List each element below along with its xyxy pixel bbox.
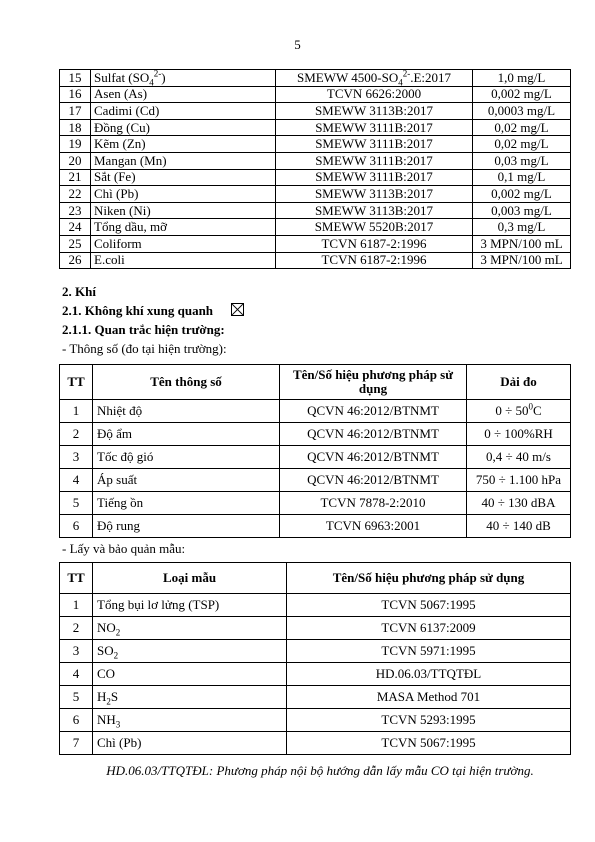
parameter-cell — [91, 186, 276, 203]
parameter-cell — [93, 423, 280, 446]
limit-cell-text: 1,0 mg/L — [497, 69, 546, 85]
method-cell-text: TCVN 6626:2000 — [326, 86, 422, 102]
limit-cell — [473, 235, 571, 252]
range-cell-text: 40 ÷ 140 dB — [486, 518, 551, 533]
limit-cell — [473, 186, 571, 203]
method-cell-text: TCVN 6137:2009 — [381, 620, 476, 635]
parameter-cell — [93, 492, 280, 515]
sample-type-cell-text: H — [97, 689, 107, 704]
row-number — [60, 732, 93, 755]
method-cell-text: 2- — [402, 68, 411, 79]
limit-cell — [473, 119, 571, 136]
row-number-text: 5 — [72, 495, 80, 510]
row-number-text: 7 — [72, 735, 80, 750]
limit-cell-text: 0,1 mg/L — [497, 169, 546, 185]
range-cell-text: 40 ÷ 130 dBA — [481, 495, 556, 510]
limit-cell — [473, 70, 571, 87]
limit-cell — [473, 103, 571, 120]
method-cell — [276, 252, 473, 269]
method-cell — [287, 732, 571, 755]
row-number-text: 2 — [72, 620, 80, 635]
row-number — [60, 400, 93, 423]
header-cell: Tên/Số hiệu phương pháp sử dụng — [280, 365, 467, 400]
sample-type-cell-text: SO — [97, 643, 114, 658]
header-cell: Tên/Số hiệu phương pháp sử dụng — [287, 563, 571, 594]
row-number — [60, 235, 91, 252]
parameter-cell-text: Sulfat (SO — [94, 69, 150, 85]
parameter-cell-text: Asen (As) — [94, 86, 148, 102]
method-cell-text: QCVN 46:2012/BTNMT — [307, 449, 439, 464]
range-cell — [467, 515, 571, 538]
method-cell — [276, 152, 473, 169]
table-row — [60, 617, 571, 640]
range-cell — [467, 469, 571, 492]
table-row — [60, 640, 571, 663]
parameter-cell — [91, 136, 276, 153]
parameter-cell-text: 2- — [153, 68, 162, 79]
method-cell-text: TCVN 6963:2001 — [325, 518, 421, 533]
method-cell — [276, 70, 473, 87]
row-number-text: 3 — [72, 449, 80, 464]
section-heading-ambient-air-label: 2.1. Không khí xung quanh — [62, 303, 214, 318]
table-row — [60, 423, 571, 446]
row-number — [60, 686, 93, 709]
section-heading-ambient-air — [62, 303, 244, 319]
parameter-cell-text: ) — [161, 69, 166, 85]
limit-cell-text: 3 MPN/100 mL — [480, 235, 563, 251]
method-cell-text: TCVN 7878-2:2010 — [320, 495, 426, 510]
parameter-cell-text: Sắt (Fe) — [94, 169, 136, 185]
method-cell — [280, 423, 467, 446]
row-number — [60, 663, 93, 686]
sample-type-cell — [93, 732, 287, 755]
range-cell-text: 0,4 ÷ 40 m/s — [486, 449, 551, 464]
section-heading-air: 2. Khí — [62, 284, 96, 299]
table-row — [60, 515, 571, 538]
sample-type-cell-text: 2 — [106, 696, 111, 707]
header-cell: TT — [60, 365, 93, 400]
limit-cell — [473, 169, 571, 186]
table-row — [60, 70, 571, 87]
header-cell: Loại mẫu — [93, 563, 287, 594]
limit-cell — [473, 152, 571, 169]
method-cell — [276, 202, 473, 219]
range-cell-text: C — [532, 403, 542, 418]
table-row — [60, 594, 571, 617]
limit-cell — [473, 219, 571, 236]
limit-cell-text: 3 MPN/100 mL — [480, 252, 563, 268]
method-cell — [280, 469, 467, 492]
row-number-text: 4 — [72, 472, 80, 487]
row-number — [60, 202, 91, 219]
row-number-text: 22 — [68, 185, 82, 201]
parameter-cell-text: Tốc độ gió — [97, 449, 154, 464]
method-cell — [276, 169, 473, 186]
footnote: HD.06.03/TTQTĐL: Phương pháp nội bộ hướng dẫn lấy mẫu CO tại hiện trường. — [106, 763, 534, 778]
method-cell — [276, 235, 473, 252]
method-cell — [280, 492, 467, 515]
params-intro: - Thông số (đo tại hiện trường): — [62, 341, 227, 356]
method-cell-text: SMEWW 3111B:2017 — [315, 136, 433, 152]
checked-checkbox[interactable] — [231, 303, 244, 316]
table-row — [60, 732, 571, 755]
row-number-text: 6 — [72, 518, 80, 533]
sampling-table — [59, 562, 571, 755]
parameter-cell-text: Coliform — [94, 235, 142, 251]
row-number-text: 1 — [72, 597, 80, 612]
parameter-cell-text: 4 — [149, 77, 154, 88]
row-number — [60, 70, 91, 87]
method-cell-text: TCVN 5971:1995 — [381, 643, 476, 658]
table-row — [60, 469, 571, 492]
section-heading-field-monitoring: 2.1.1. Quan trắc hiện trường: — [62, 322, 225, 337]
row-number — [60, 169, 91, 186]
sample-type-cell-text: Chì (Pb) — [97, 735, 142, 750]
method-cell — [287, 617, 571, 640]
table-row — [60, 86, 571, 103]
method-cell — [287, 594, 571, 617]
row-number-text: 17 — [68, 102, 82, 118]
parameter-cell-text: Niken (Ni) — [94, 202, 151, 218]
limit-cell — [473, 202, 571, 219]
row-number-text: 19 — [68, 136, 82, 152]
sample-type-cell — [93, 617, 287, 640]
method-cell — [276, 186, 473, 203]
limit-cell-text: 0,0003 mg/L — [487, 102, 556, 118]
parameter-cell — [91, 235, 276, 252]
table-row — [60, 400, 571, 423]
table-header-row — [60, 365, 571, 400]
limit-cell-text: 0,003 mg/L — [491, 202, 552, 218]
sample-type-cell-text: 2 — [115, 627, 121, 638]
method-cell-text: TCVN 5293:1995 — [381, 712, 476, 727]
row-number — [60, 469, 93, 492]
row-number-text: 1 — [72, 403, 80, 418]
parameter-cell-text: E.coli — [94, 252, 125, 268]
parameter-cell-text: Độ ẩm — [97, 426, 133, 441]
row-number — [60, 640, 93, 663]
parameter-cell — [93, 446, 280, 469]
sample-type-cell-text: 3 — [115, 719, 121, 730]
table-row — [60, 492, 571, 515]
row-number — [60, 423, 93, 446]
sample-type-cell — [93, 709, 287, 732]
method-cell — [280, 400, 467, 423]
row-number-text: 25 — [68, 235, 82, 251]
parameter-cell — [93, 515, 280, 538]
row-number — [60, 103, 91, 120]
method-cell-text: TCVN 6187-2:1996 — [321, 235, 427, 251]
limit-cell — [473, 252, 571, 269]
method-cell-text: SMEWW 3113B:2017 — [314, 102, 434, 118]
range-cell-text: 750 ÷ 1.100 hPa — [475, 472, 562, 487]
parameter-cell — [91, 252, 276, 269]
row-number-text: 16 — [68, 86, 82, 102]
method-cell — [276, 136, 473, 153]
method-cell-text: 4 — [398, 77, 403, 88]
header-cell: Dải đo — [467, 365, 571, 400]
method-cell-text: SMEWW 4500-SO — [296, 69, 399, 85]
table-row — [60, 186, 571, 203]
parameter-cell-text: Độ rung — [97, 518, 140, 533]
row-number — [60, 446, 93, 469]
range-cell — [467, 446, 571, 469]
range-cell-text: 0 — [528, 401, 533, 412]
row-number — [60, 186, 91, 203]
method-cell-text: TCVN 5067:1995 — [381, 597, 476, 612]
limit-cell — [473, 136, 571, 153]
method-cell-text: QCVN 46:2012/BTNMT — [307, 403, 439, 418]
method-cell — [280, 446, 467, 469]
range-cell-text: 0 ÷ 50 — [495, 403, 529, 418]
row-number — [60, 252, 91, 269]
row-number — [60, 119, 91, 136]
sample-type-cell-text: Tổng bụi lơ lửng (TSP) — [97, 597, 220, 612]
table-row — [60, 169, 571, 186]
parameter-cell — [91, 169, 276, 186]
parameter-cell-text: Cadimi (Cd) — [94, 102, 160, 118]
range-cell — [467, 492, 571, 515]
table-row — [60, 219, 571, 236]
method-cell — [287, 686, 571, 709]
parameter-cell — [91, 119, 276, 136]
table-header-row — [60, 563, 571, 594]
limit-cell-text: 0,03 mg/L — [494, 152, 549, 168]
sample-type-cell-text: 2 — [113, 650, 119, 661]
parameter-cell-text: Đồng (Cu) — [94, 119, 150, 135]
method-cell — [287, 709, 571, 732]
row-number-text: 6 — [72, 712, 80, 727]
parameter-cell — [91, 86, 276, 103]
sample-type-cell-text: S — [110, 689, 119, 704]
range-cell — [467, 423, 571, 446]
table-row — [60, 103, 571, 120]
page-number: 5 — [294, 37, 301, 52]
method-cell — [287, 640, 571, 663]
row-number-text: 23 — [68, 202, 82, 218]
table-row — [60, 235, 571, 252]
method-cell — [276, 119, 473, 136]
sample-type-cell — [93, 663, 287, 686]
table-row — [60, 663, 571, 686]
row-number-text: 21 — [68, 169, 82, 185]
parameter-cell-text: Mangan (Mn) — [94, 152, 167, 168]
range-cell-text: 0 ÷ 100%RH — [484, 426, 553, 441]
sample-type-cell — [93, 640, 287, 663]
parameter-cell — [91, 219, 276, 236]
parameter-cell — [93, 469, 280, 492]
limit-cell-text: 0,02 mg/L — [494, 119, 549, 135]
row-number — [60, 86, 91, 103]
parameter-cell — [91, 103, 276, 120]
row-number-text: 26 — [68, 252, 82, 268]
range-cell — [467, 400, 571, 423]
method-cell-text: SMEWW 3113B:2017 — [314, 185, 434, 201]
row-number-text: 3 — [72, 643, 80, 658]
row-number — [60, 152, 91, 169]
row-number-text: 24 — [68, 219, 82, 235]
sample-type-cell-text: NH — [97, 712, 116, 727]
water-methods-table — [59, 69, 571, 269]
method-cell — [280, 515, 467, 538]
table-row — [60, 136, 571, 153]
method-cell-text: HD.06.03/TTQTĐL — [375, 666, 482, 681]
method-cell-text: QCVN 46:2012/BTNMT — [307, 472, 439, 487]
table-row — [60, 202, 571, 219]
row-number-text: 18 — [68, 119, 82, 135]
parameter-cell-text: Áp suất — [97, 472, 138, 487]
method-cell — [276, 219, 473, 236]
row-number — [60, 515, 93, 538]
method-cell-text: SMEWW 3113B:2017 — [314, 202, 434, 218]
method-cell-text: SMEWW 3111B:2017 — [315, 119, 433, 135]
method-cell — [287, 663, 571, 686]
method-cell-text: MASA Method 701 — [376, 689, 481, 704]
table-row — [60, 709, 571, 732]
row-number-text: 5 — [72, 689, 80, 704]
method-cell — [276, 103, 473, 120]
method-cell-text: TCVN 6187-2:1996 — [321, 252, 427, 268]
limit-cell-text: 0,002 mg/L — [491, 185, 552, 201]
parameter-cell-text: Kẽm (Zn) — [94, 136, 146, 152]
method-cell-text: SMEWW 3111B:2017 — [315, 152, 433, 168]
limit-cell-text: 0,002 mg/L — [491, 86, 552, 102]
row-number — [60, 617, 93, 640]
method-cell-text: SMEWW 3111B:2017 — [315, 169, 433, 185]
row-number — [60, 219, 91, 236]
samples-intro: - Lấy và bảo quản mẫu: — [62, 541, 186, 556]
table-row — [60, 686, 571, 709]
row-number — [60, 709, 93, 732]
field-params-table — [59, 364, 571, 538]
method-cell-text: SMEWW 5520B:2017 — [314, 219, 434, 235]
row-number-text: 4 — [72, 666, 80, 681]
table-row — [60, 252, 571, 269]
method-cell-text: QCVN 46:2012/BTNMT — [307, 426, 439, 441]
row-number-text: 20 — [68, 152, 82, 168]
row-number — [60, 594, 93, 617]
parameter-cell-text: Chì (Pb) — [94, 185, 139, 201]
header-cell: Tên thông số — [93, 365, 280, 400]
limit-cell-text: 0,02 mg/L — [494, 136, 549, 152]
method-cell-text: .E:2017 — [410, 69, 452, 85]
parameter-cell-text: Nhiệt độ — [97, 403, 143, 418]
parameter-cell-text: Tổng dầu, mỡ — [94, 219, 167, 235]
header-cell: TT — [60, 563, 93, 594]
parameter-cell-text: Tiếng ồn — [97, 495, 144, 510]
limit-cell — [473, 86, 571, 103]
row-number-text: 15 — [68, 69, 82, 85]
row-number — [60, 492, 93, 515]
table-row — [60, 152, 571, 169]
parameter-cell — [91, 202, 276, 219]
row-number — [60, 136, 91, 153]
table-row — [60, 119, 571, 136]
method-cell — [276, 86, 473, 103]
sample-type-cell — [93, 594, 287, 617]
parameter-cell — [91, 152, 276, 169]
sample-type-cell — [93, 686, 287, 709]
sample-type-cell-text: NO — [97, 620, 116, 635]
method-cell-text: TCVN 5067:1995 — [381, 735, 476, 750]
parameter-cell — [93, 400, 280, 423]
limit-cell-text: 0,3 mg/L — [497, 219, 546, 235]
parameter-cell — [91, 70, 276, 87]
table-row — [60, 446, 571, 469]
sample-type-cell-text: CO — [97, 666, 116, 681]
row-number-text: 2 — [72, 426, 80, 441]
